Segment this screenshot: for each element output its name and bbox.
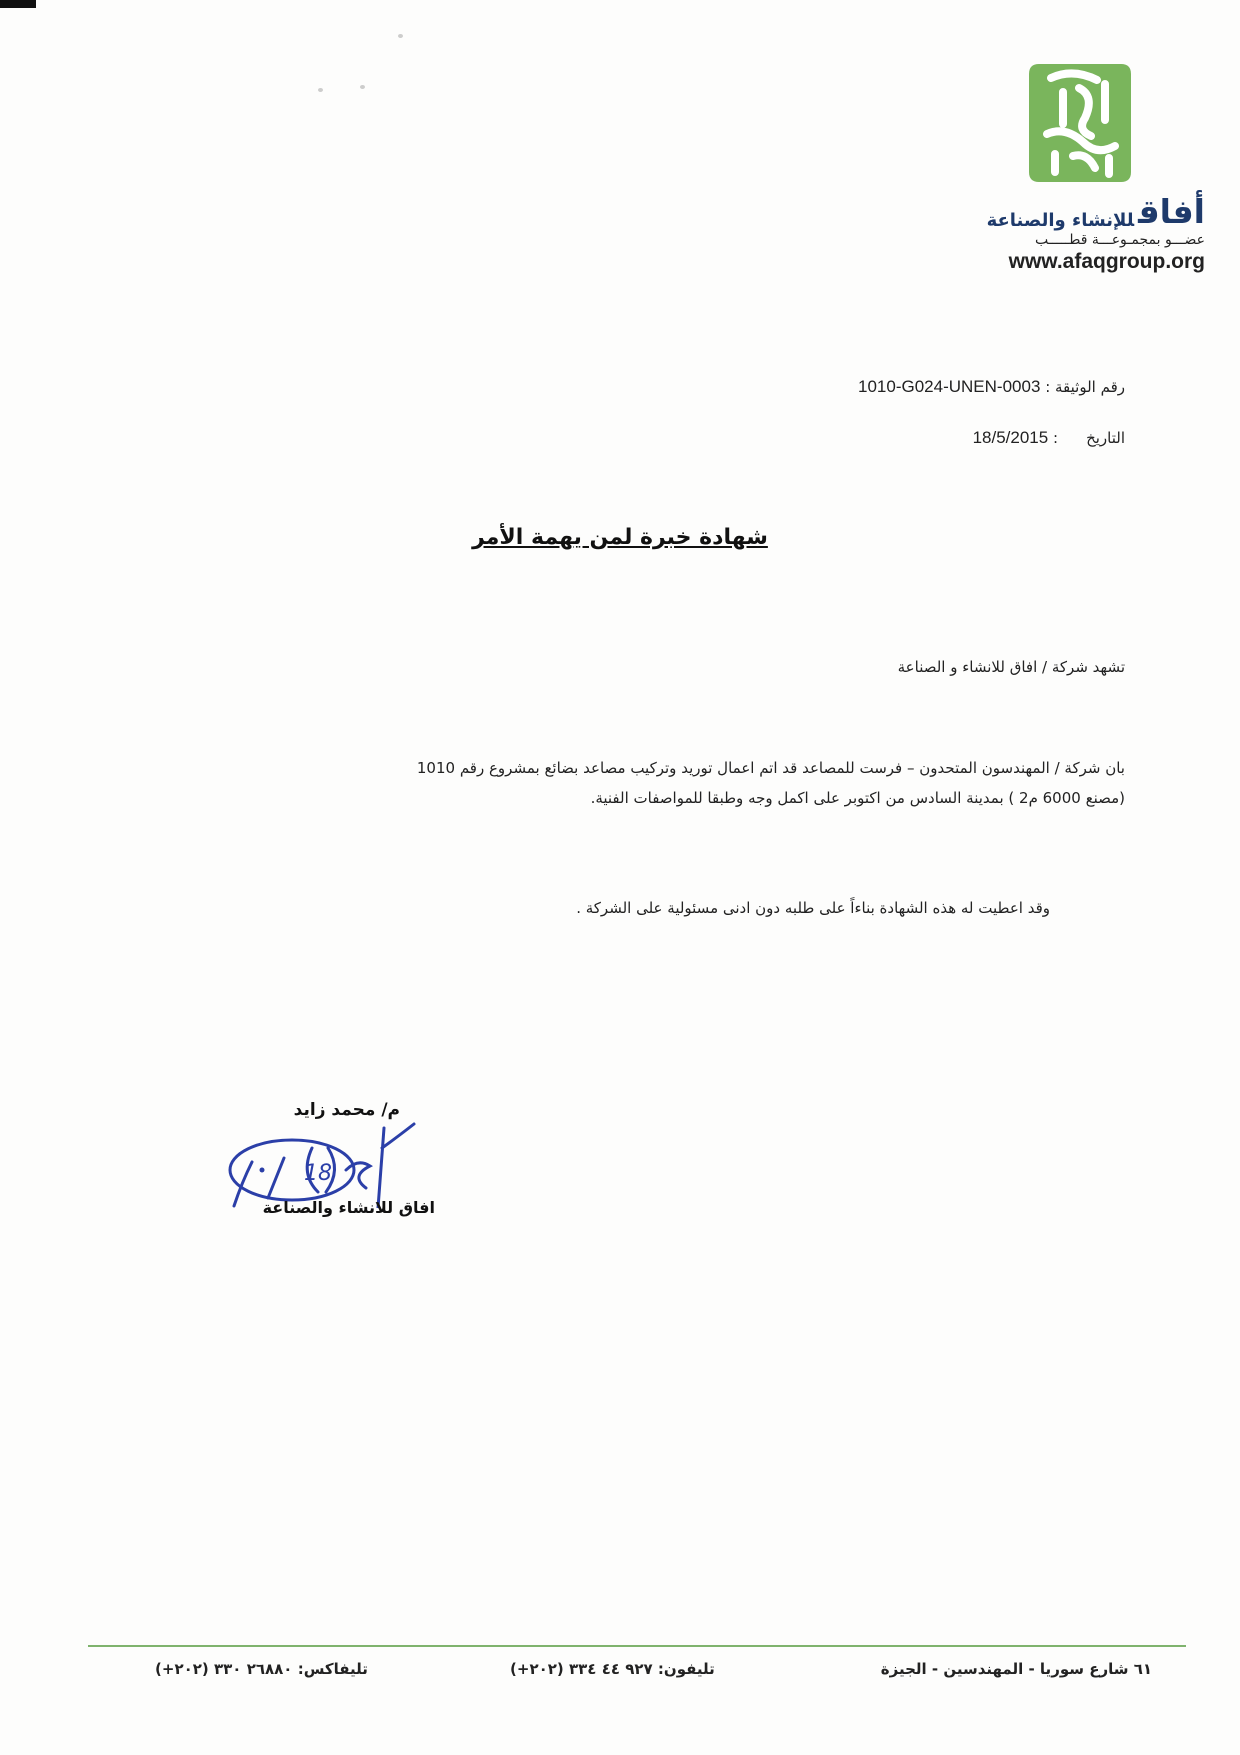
scan-speck [360, 85, 365, 89]
document-date: 18/5/2015 [972, 428, 1049, 447]
date-label: التاريخ [1086, 429, 1125, 447]
certification-statement [205, 753, 1125, 813]
logo-name [987, 192, 1205, 231]
certification-statement-line: (مصنع 6000 م2 ) بمدينة السادس من اكتوبر على اكمل وجه وطبقا للمواصفات الفنية. [590, 789, 1125, 807]
scan-speck [318, 88, 323, 92]
signer-name: م/ محمد زايد [293, 1100, 400, 1120]
date-separator: : [1053, 429, 1059, 447]
company-logo [955, 60, 1205, 280]
document-number: 1010-G024-UNEN-0003 [858, 377, 1041, 396]
signature-block [200, 1100, 460, 1260]
logo-name-main: أفاق [1138, 192, 1205, 231]
svg-text:18: 18 [304, 1161, 332, 1186]
footer-address: ٦١ شارع سوريا - المهندسين - الجيزة [880, 1660, 1152, 1678]
scan-speck [398, 34, 403, 38]
logo-name-sub: للإنشاء والصناعة [986, 210, 1135, 231]
certification-closing: وقد اعطيت له هذه الشهادة بناءاً على طلبه دون ادنى مسئولية على الشركة . [576, 899, 1050, 917]
certification-intro: تشهد شركة / افاق للانشاء و الصناعة [897, 658, 1125, 676]
page-title: شهادة خبرة لمن يهمة الأمر [472, 525, 768, 550]
footer-divider [88, 1645, 1186, 1647]
document-number-line [858, 377, 1125, 397]
handwritten-signature [220, 1118, 440, 1208]
logo-website: www.afaqgroup.org [1008, 250, 1205, 273]
certification-statement-line: بان شركة / المهندسون المتحدون – فرست للمصاعد قد اتم اعمال توريد وتركيب مصاعد بضائع بمشروع رقم 1010 [416, 759, 1125, 777]
document-number-label: رقم الوثيقة : [1045, 378, 1125, 396]
signer-company: افاق للانشاء والصناعة [262, 1198, 435, 1217]
date-line [973, 428, 1125, 448]
footer-phone: تليفون: ٩٢٧ ٤٤ ٣٣٤ (٢٠٢+) [510, 1660, 715, 1678]
logo-tagline: عضـــو بمجمـوعـــة قطـــــب [1035, 232, 1205, 248]
afaq-logo-mark [1025, 60, 1135, 185]
scan-corner-mark [0, 0, 36, 8]
footer-fax: تليفاكس: ٢٦٨٨٠ ٣٣٠ (٢٠٢+) [155, 1660, 368, 1678]
